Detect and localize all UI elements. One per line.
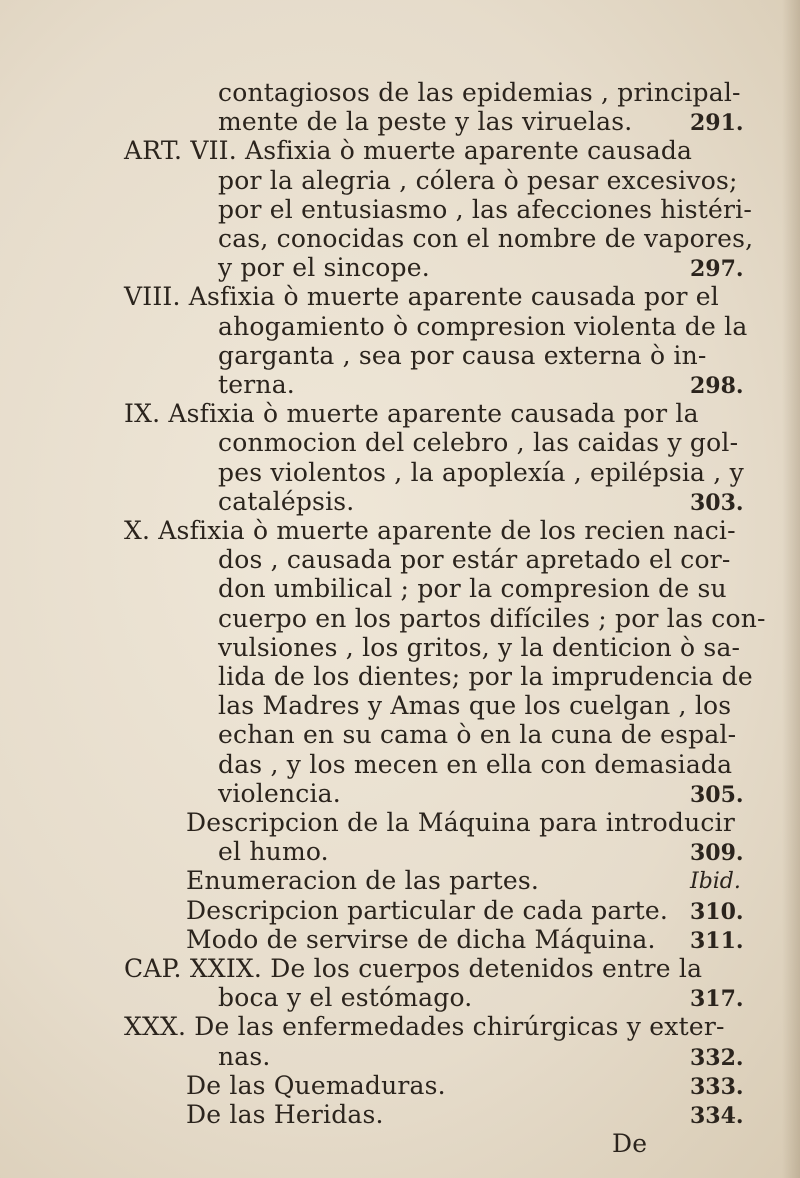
text-line: das , y los mecen en ella con demasiada	[218, 749, 733, 779]
text-line: VIII. Asfixia ò muerte aparente causada por el	[124, 282, 719, 312]
page-edge-shadow	[782, 0, 800, 1178]
text-line: Descripcion de la Máquina para introducir	[186, 808, 735, 837]
text-line: CAP. XXIX. De los cuerpos detenidos entre la	[124, 954, 703, 983]
text-line: Modo de servirse de dicha Máquina.	[186, 924, 656, 954]
text-line: por el entusiasmo , las afecciones histéri-	[218, 194, 753, 224]
text-line: cas, conocidas con el nombre de vapores,	[218, 224, 754, 253]
text-line: el humo.	[218, 837, 329, 867]
page-number: 305.	[690, 781, 744, 808]
page-number: 333.	[690, 1073, 744, 1100]
text-line: De las Heridas.	[186, 1100, 384, 1129]
text-line: terna.	[218, 370, 295, 399]
text-line: contagiosos de las epidemias , principal-	[218, 78, 741, 107]
text-line: IX. Asfixia ò muerte aparente causada por la	[124, 399, 699, 429]
text-line: don umbilical ; por la compresion de su	[218, 574, 727, 604]
page-number: 297.	[690, 256, 744, 283]
page-number: Ibid.	[690, 869, 741, 895]
page-number: 311.	[690, 927, 744, 954]
text-line: conmocion del celebro , las caidas y gol-	[218, 428, 739, 458]
text-line: las Madres y Amas que los cuelgan , los	[218, 691, 732, 721]
text-line: echan en su cama ò en la cuna de espal-	[218, 720, 737, 750]
text-line: pes violentos , la apoplexía , epilépsia , y	[218, 457, 744, 487]
text-line: mente de la peste y las viruelas.	[218, 107, 633, 137]
text-line: lida de los dientes; por la imprudencia de	[218, 662, 753, 691]
text-line: ahogamiento ò compresion violenta de la	[218, 311, 748, 341]
text-line: De las Quemaduras.	[186, 1070, 446, 1100]
text-line: y por el sincope.	[218, 253, 430, 283]
text-line: Descripcion particular de cada parte.	[186, 895, 669, 925]
text-line: De	[612, 1129, 648, 1159]
page-number: 334.	[690, 1103, 744, 1129]
text-line: catalépsis.	[218, 486, 355, 516]
text-line: dos , causada por estár apretado el cor-	[218, 545, 731, 575]
page-number: 303.	[690, 489, 744, 516]
text-line: por la alegria , cólera ò pesar excesivos;	[218, 165, 738, 195]
text-line: ART. VII. Asfixia ò muerte aparente causada	[124, 136, 693, 166]
text-line: violencia.	[218, 778, 341, 808]
page-number: 332.	[690, 1044, 744, 1071]
text-line: XXX. De las enfermedades chirúrgicas y exter-	[124, 1012, 725, 1042]
text-line: nas.	[218, 1041, 271, 1071]
page-number: 298.	[690, 373, 744, 399]
text-line: cuerpo en los partos difíciles ; por las con-	[218, 603, 766, 633]
text-line: Enumeracion de las partes.	[186, 866, 540, 896]
page-number: 310.	[690, 898, 744, 925]
page-number: 317.	[690, 986, 744, 1013]
page-number: 309.	[690, 840, 744, 867]
page-number: 291.	[690, 110, 744, 137]
text-line: X. Asfixia ò muerte aparente de los recien naci-	[124, 516, 736, 545]
text-line: boca y el estómago.	[218, 983, 473, 1013]
text-line: vulsiones , los gritos, y la denticion ò sa-	[218, 632, 741, 662]
text-line: garganta , sea por causa externa ò in-	[218, 340, 707, 370]
